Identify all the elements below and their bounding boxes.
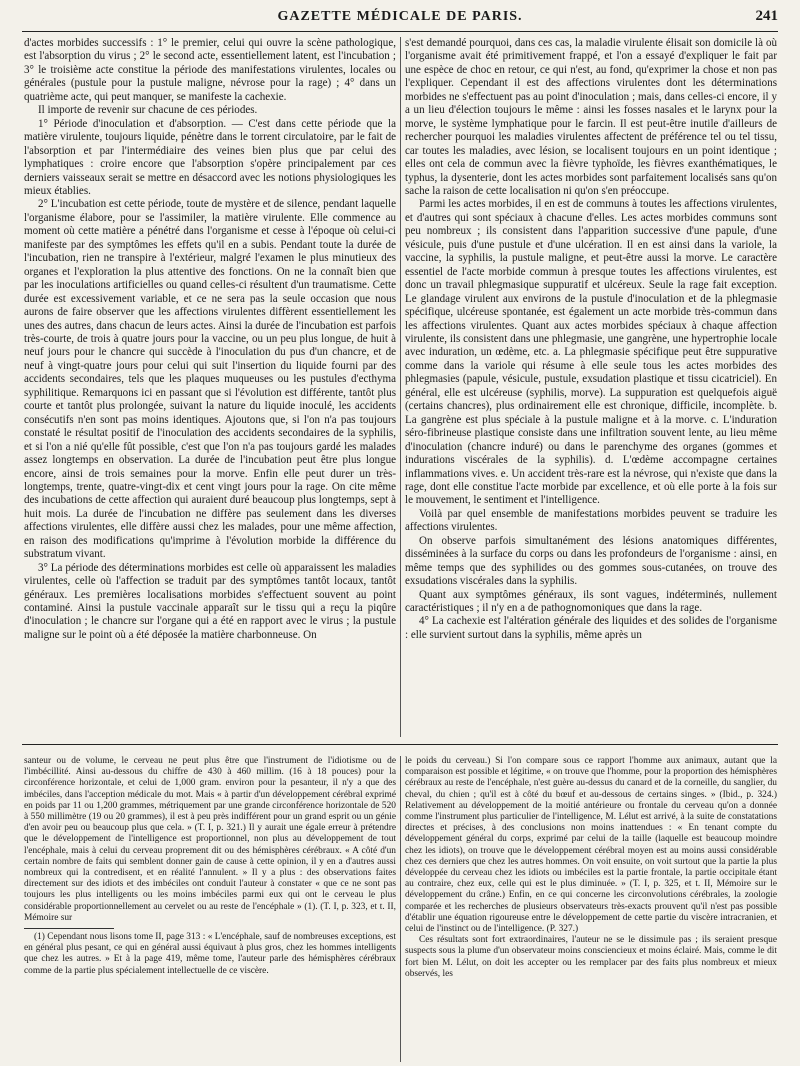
footnote: (1) Cependant nous lisons tome II, page 313 : « L'encéphale, sauf de nombreuses exceptions, est en général plus pesant, ce qui en général aussi équivaut à plus gros, chez les hommes intelligents que chez les autres. » Et à la page 419, même tome, l'auteur parle des hémisphères cérébraux comme de la partie plus spécialement intellectuelle de ce viscère. — [24, 932, 396, 976]
page-number: 241 — [755, 8, 778, 24]
paragraph: santeur ou de volume, le cerveau ne peut plus être que l'instrument de l'idiotisme ou de l'imbécillité. Ainsi au-dessous du chiffre de 430 à 460 millim. (16 à 18 pouces) pour la circonférence horizontale, et celui de 1,000 gram. environ pour la pesanteur, il n'y a que des imbéciles, dans l'acception médicale du mot. Mais « à partir d'un développement cérébral exprimé en poids par 11 ou 1,200 grammes, métriquement par une grande circonférence horizontale de 520 à 550 millimètre (19 ou 20 grammes), il est à peu près indifférent pour un grand esprit ou un génie d'en avoir peu ou beaucoup plus que cela. » (T. I, p. 321.) Il y aurait une égale erreur à prétendre que le développement de l'intelligence est proportionnel, non plus au développement de tout l'encéphale, mais à celui du cerveau proprement dit ou des hémisphères cérébraux. « A côté d'un certain nombre de faits qui semblent donner gain de cause à cette opinion, il y en a d'autres aussi nombreux qui la contredisent, et en réalité l'annulent. » Il y a plus : des observations faites directement sur des idiots et des imbéciles ont conduit l'auteur à constater « que ce ne sont pas toujours les plus intelligents ou les moins imbéciles parmi eux qui ont le cerveau le plus considérable proportionnellement au cervelet ou au reste de l'encéphale » (1). (T. I, p. 323, et t. II, Mémoire sur — [24, 756, 396, 923]
paragraph: Parmi les actes morbides, il en est de communs à toutes les affections virulentes, et d'autres qui sont spéciaux à chacune d'elles. Les actes morbides communs sont peu nombreux ; ils consistent dans l'apparition successive d'une papule, d'une vésicule, puis d'une pustule et d'une ulcération. Il en est ainsi dans la variole, la vaccine, la syphilis, la pustule maligne, et peut-être aussi la morve. Le caractère essentiel de l'acte morbide commun à presque toutes les affections virulentes, est donc un travail phlegmasique suppuratif et ulcéreux. Seule la rage fait exception. Le glandage virulent aux environs de la pustule d'inoculation et de la phlegmasie spécifique, ulcéreuse spontanée, est également un acte morbide très-commun dans les affections virulentes. Quant aux actes morbides spéciaux à chaque affection virulente, ils consistent dans une phlegmasie, une gangrène, une hypertrophie locale avec induration, un œdème, etc. a. La phlegmasie spécifique peut être suppurative comme dans la variole qui résume à elle seule tous les actes morbides des phlegmasies (papule, vésicule, pustule, exsudation plastique et tissu cicatriciel). En général, elle est ulcéreuse (syphilis, morve). La suppuration est quelquefois aiguë (certains chancres), plus ordinairement elle est chronique, difficile, incomplète. b. La gangrène est plus spéciale à la pustule maligne et à la morve. c. L'induration séro-fibrineuse plastique consiste dans une infiltration souvent lente, au lieu même d'inoculation (chancre induré) ou dans le parenchyme des organes (gommes et indurations viscérales de la syphilis). d. L'œdème accompagne certaines inflammations vives. e. Un accident très-rare est la névrose, qui n'existe que dans la rage, dont elle constitue l'acte morbide par excellence, et où elle porte à la fois sur le mouvement, le sentiment et l'intelligence. — [405, 198, 777, 507]
paragraph: s'est demandé pourquoi, dans ces cas, la maladie virulente élisait son domicile là où l'organisme avait été primitivement frappé, et l'on a essayé d'expliquer le fait par une espèce de choc en retour, ce qui n'est, au fond, qu'exprimer la chose et non pas l'expliquer. Cependant il est des affections virulentes dont les déterminations morbides ne s'effectuent pas au point d'inoculation ; mais, dans celles-ci encore, il y a un lieu d'élection toujours le même : ainsi les fosses nasales et le larynx pour la morve, le système lymphatique pour le farcin. Il est peut-être inutile d'ailleurs de rechercher pourquoi les maladies virulentes affectent de préférence tel ou tel tissu, car toutes les maladies, avec lésion, se localisent toujours en un point identique ; elles ont cela de commun avec la fièvre typhoïde, les fièvres exanthématiques, le typhus, la dysenterie, dont les actes morbides sont parfaitement localisés sans qu'on sache la raison de cette localisation ni qu'on s'en préoccupe. — [405, 37, 777, 197]
journal-title: GAZETTE MÉDICALE DE PARIS. — [277, 9, 523, 24]
section-rule — [22, 744, 778, 745]
paragraph: 3° La période des déterminations morbides est celle où apparaissent les maladies virulentes, celle où l'affection se traduit par des symptômes tantôt locaux, tantôt généraux. Les premières localisations morbides s'effectuent souvent au point contaminé. Ainsi la pustule vaccinale apparaît sur le tissu qui a reçu la piqûre d'inoculation ; le chancre sur l'organe qui a été en rapport avec le virus ; la pustule maligne sur le point où a été déposée la matière charbonneuse. On — [24, 561, 396, 641]
footnote-rule — [24, 928, 114, 929]
paragraph: 2° L'incubation est cette période, toute de mystère et de silence, pendant laquelle l'organisme élabore, pour se l'assimiler, la matière virulente. Elle commence au moment où cette matière a pénétré dans l'organisme et cesse à l'époque où celui-ci manifeste par des symptômes les effets qu'il en a subis. Pendant toute la durée de l'incubation, rien ne transpire à l'extérieur, malgré l'examen le plus minutieux des organes et l'exploration la plus attentive des fonctions. On ne la connaît bien que par les inoculations artificielles ou quand celles-ci résultent d'un traumatisme. Cette durée est excessivement variable, et ce ne sera pas la seule occasion que nous aurons de faire observer que les affections virulentes diffèrent essentiellement les unes des autres, dans chacun de leurs actes. Ainsi la durée de l'incubation est parfois très-courte, de trois à quatre jours pour la vaccine, ou un peu plus longue, de huit à neuf jours pour le chancre qui succède à l'inoculation du pus d'un chancre, et de neuf à vingt-quatre jours pour celui qui suit l'insertion du liquide fourni par des accidents secondaires, tels que les plaques muqueuses ou les pustules d'ecthyma syphilitique. Remarquons ici en passant que si l'évolution est différente, tantôt plus courte et tantôt plus prolongée, suivant la nature du liquide inoculé, les accidents consécutifs n'en sont pas moins identiques. Ajoutons que, si l'on n'a pas toujours constaté le résultat positif de l'inoculation des accidents secondaires de la syphilis, et si l'on a nié qu'elle fût possible, c'est que l'on n'a pas toujours gardé les malades assez longtemps en observation. La durée de l'incubation peut être plus longue encore, ainsi de trois semaines pour la morve. Enfin elle peut durer un très-longtemps, trente, quatre-vingt-dix et cent vingt jours pour la rage. On cite même des incubations de cette affection qui auraient duré beaucoup plus longtemps, sept à huit mois. La durée de l'incubation ne diffère pas seulement dans les diverses affections virulentes, elle diffère aussi chez les malades, pour une même affection, en raison des modifications qu'imprime à l'évolution morbide la différence du substratum vivant. — [24, 198, 396, 561]
lower-right-column — [405, 756, 777, 1062]
page-header — [22, 6, 778, 30]
upper-right-column — [405, 37, 777, 737]
paragraph: d'actes morbides successifs : 1° le premier, celui qui ouvre la scène pathologique, est l'absorption du virus ; 2° le second acte, essentiellement latent, est l'incubation ; 3° le troisième acte constitue la période des manifestations virulentes, locales ou générales (pustule pour la pustule maligne, névrose pour la rage) ; 4° dans un quatrième acte, qui peut manquer, se manifeste la cachexie. — [24, 37, 396, 103]
lower-left-column — [24, 756, 396, 1062]
header-rule — [22, 31, 778, 32]
paragraph: 1° Période d'inoculation et d'absorption. — C'est dans cette période que la matière virulente, toujours liquide, pénètre dans le torrent circulatoire, par le fait de l'absorption et par l'intermédiaire des veines bien plus que par celui des lymphatiques : croire encore que l'absorption s'opère principalement par ces derniers vaisseaux serait se mettre en désaccord avec les notions physiologiques les mieux établies. — [24, 117, 396, 197]
column-divider — [400, 37, 401, 737]
upper-left-column — [24, 37, 396, 737]
paragraph: Quant aux symptômes généraux, ils sont vagues, indéterminés, nullement caractéristiques ; il n'y en a de pathognomoniques que dans la rage. — [405, 588, 777, 615]
paragraph: 4° La cachexie est l'altération générale des liquides et des solides de l'organisme : elle survient surtout dans la syphilis, même après un — [405, 615, 777, 641]
column-divider — [400, 756, 401, 1062]
paragraph: Il importe de revenir sur chacune de ces périodes. — [38, 104, 258, 117]
paragraph: Ces résultats sont fort extraordinaires, l'auteur ne se le dissimule pas ; ils seraient presque suspects sous la plume d'un observateur moins consciencieux et moins éclairé. Mais, comme le dit fort bien M. Lélut, on doit les accepter ou les remplacer par des faits plus nombreux et mieux observés, les — [405, 935, 777, 979]
paragraph: le poids du cerveau.) Si l'on compare sous ce rapport l'homme aux animaux, autant que la comparaison est possible et légitime, « on trouve que l'homme, pour la proportion des hémisphères cérébraux au reste de l'encéphale, n'est guère au-dessus du canard et de la corneille, du sanglier, du cheval, du chien ; qu'il est à côté du bœuf et au-dessous de certains singes. » (Ibid., p. 324.) Relativement au développement de la moitié antérieure ou frontale du cerveau qu'on a donnée comme l'instrument plus particulier de l'intelligence, M. Lélut est arrivé, à la suite de constatations directes et précises, à des conclusions non moins inattendues : « En tenant compte du développement général du corps, exprimé par celui de la taille (laquelle est beaucoup moindre chez les idiots), on trouve que le développement cérébral moyen est au moins aussi considérable chez ces derniers que chez les autres hommes. On voit ensuite, on voit surtout que la partie la plus développée du cerveau chez les idiots ou imbéciles est la partie frontale, la partie occipitale étant au contraire, chez eux, celle qui est le plus diminuée. » (T. I, p. 325, et t. II, Mémoire sur le développement du crâne.) Enfin, en ce qui concerne les circonvolutions cérébrales, la zoologie comparée et les recherches de plusieurs observateurs très-exacts prouvent qu'il n'est pas possible d'établir une équation rigoureuse entre le développement de cette partie du viscère intracranien, et celui de l'instinct ou de l'intelligence. (P. 327.) — [405, 756, 777, 935]
paragraph: On observe parfois simultanément des lésions anatomiques différentes, disséminées à la surface du corps ou dans les profondeurs de l'organisme : ainsi, en même temps que des syphilides ou des gommes sous-cutanées, on trouve des exsudations viscérales dans la syphilis. — [405, 534, 777, 588]
paragraph: Voilà par quel ensemble de manifestations morbides peuvent se traduire les affections virulentes. — [405, 507, 777, 534]
